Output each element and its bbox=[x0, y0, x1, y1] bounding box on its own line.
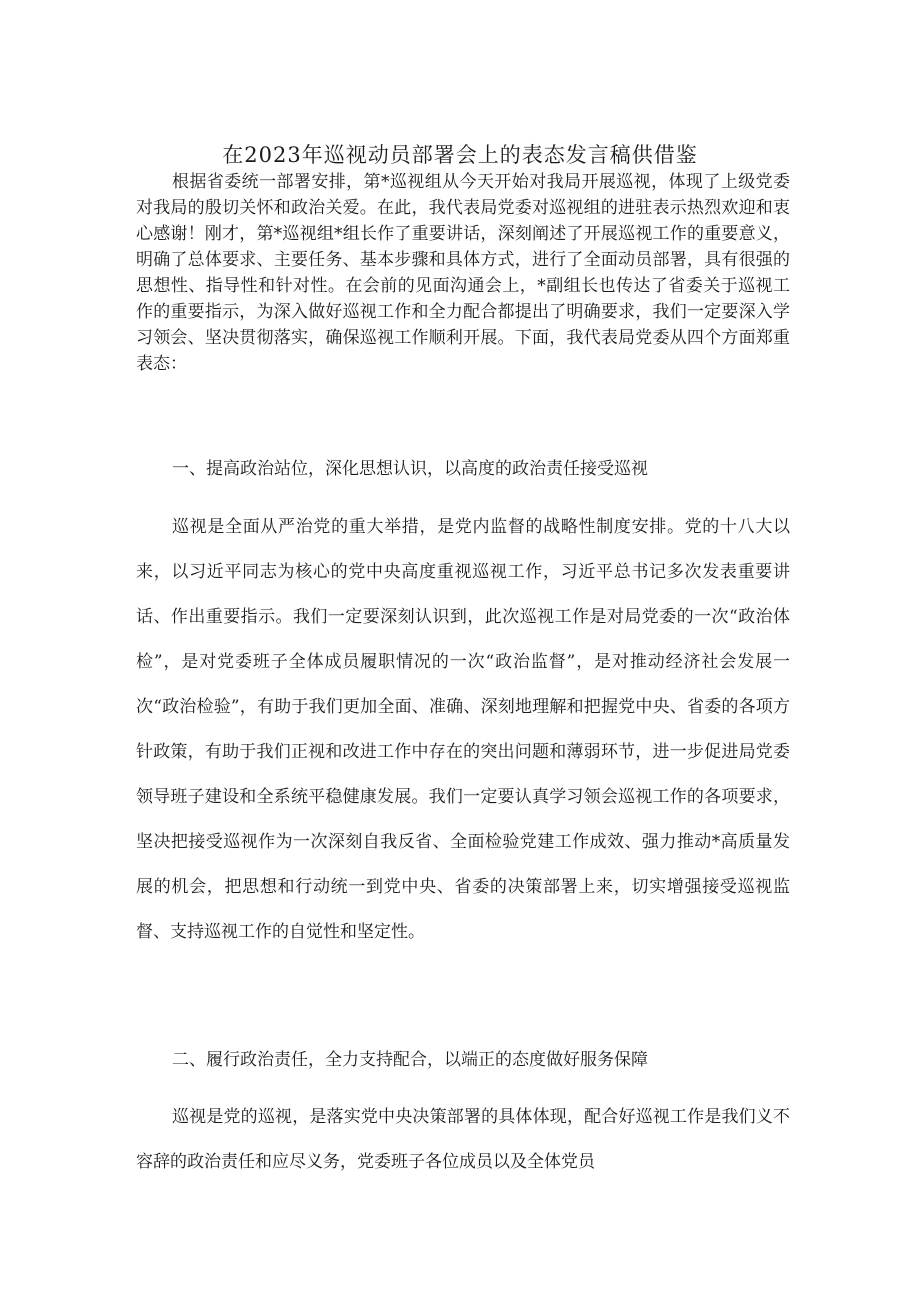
document-title: 在2023年巡视动员部署会上的表态发言稿供借鉴 bbox=[222, 143, 698, 167]
intro-paragraph: 根据省委统一部署安排，第*巡视组从今天开始对我局开展巡视，体现了上级党委对我局的殷切关怀和政治关爱。在此，我代表局党委对巡视组的进驻表示热烈欢迎和衷心感谢！刚才，第*巡视组*组长作了重要讲话，深刻阐述了开展巡视工作的重要意义，明确了总体要求、主要任务、基本步骤和具体方式，进行了全面动员部署，具有很强的思想性、指导性和针对性。在会前的见面沟通会上，*副组长也传达了省委关于巡视工作的重要指示，为深入做好巡视工作和全力配合都提出了明确要求，我们一定要深入学习领会、坚决贯彻落实，确保巡视工作顺利开展。下面，我代表局党委从四个方面郑重表态： bbox=[136, 172, 790, 374]
section-1-heading: 一、提高政治站位，深化思想认识，以高度的政治责任接受巡视 bbox=[172, 459, 648, 479]
section-2-heading: 二、履行政治责任，全力支持配合，以端正的态度做好服务保障 bbox=[172, 1050, 648, 1070]
section-2-paragraph: 巡视是党的巡视，是落实党中央决策部署的具体体现，配合好巡视工作是我们义不容辞的政治责任和应尽义务，党委班子各位成员以及全体党员 bbox=[136, 1107, 790, 1172]
section-1-paragraph: 巡视是全面从严治党的重大举措，是党内监督的战略性制度安排。党的十八大以来，以习近平同志为核心的党中央高度重视巡视工作，习近平总书记多次发表重要讲话、作出重要指示。我们一定要深刻认识到，此次巡视工作是对局党委的一次“政治体检”，是对党委班子全体成员履职情况的一次“政治监督”，是对推动经济社会发展一次“政治检验”，有助于我们更加全面、准确、深刻地理解和把握党中央、省委的各项方针政策，有助于我们正视和改进工作中存在的突出问题和薄弱环节，进一步促进局党委领导班子建设和全系统平稳健康发展。我们一定要认真学习领会巡视工作的各项要求，坚决把接受巡视作为一次深刻自我反省、全面检验党建工作成效、强力推动*高质量发展的机会，把思想和行动统一到党中央、省委的决策部署上来，切实增强接受巡视监督、支持巡视工作的自觉性和坚定性。 bbox=[136, 517, 790, 942]
